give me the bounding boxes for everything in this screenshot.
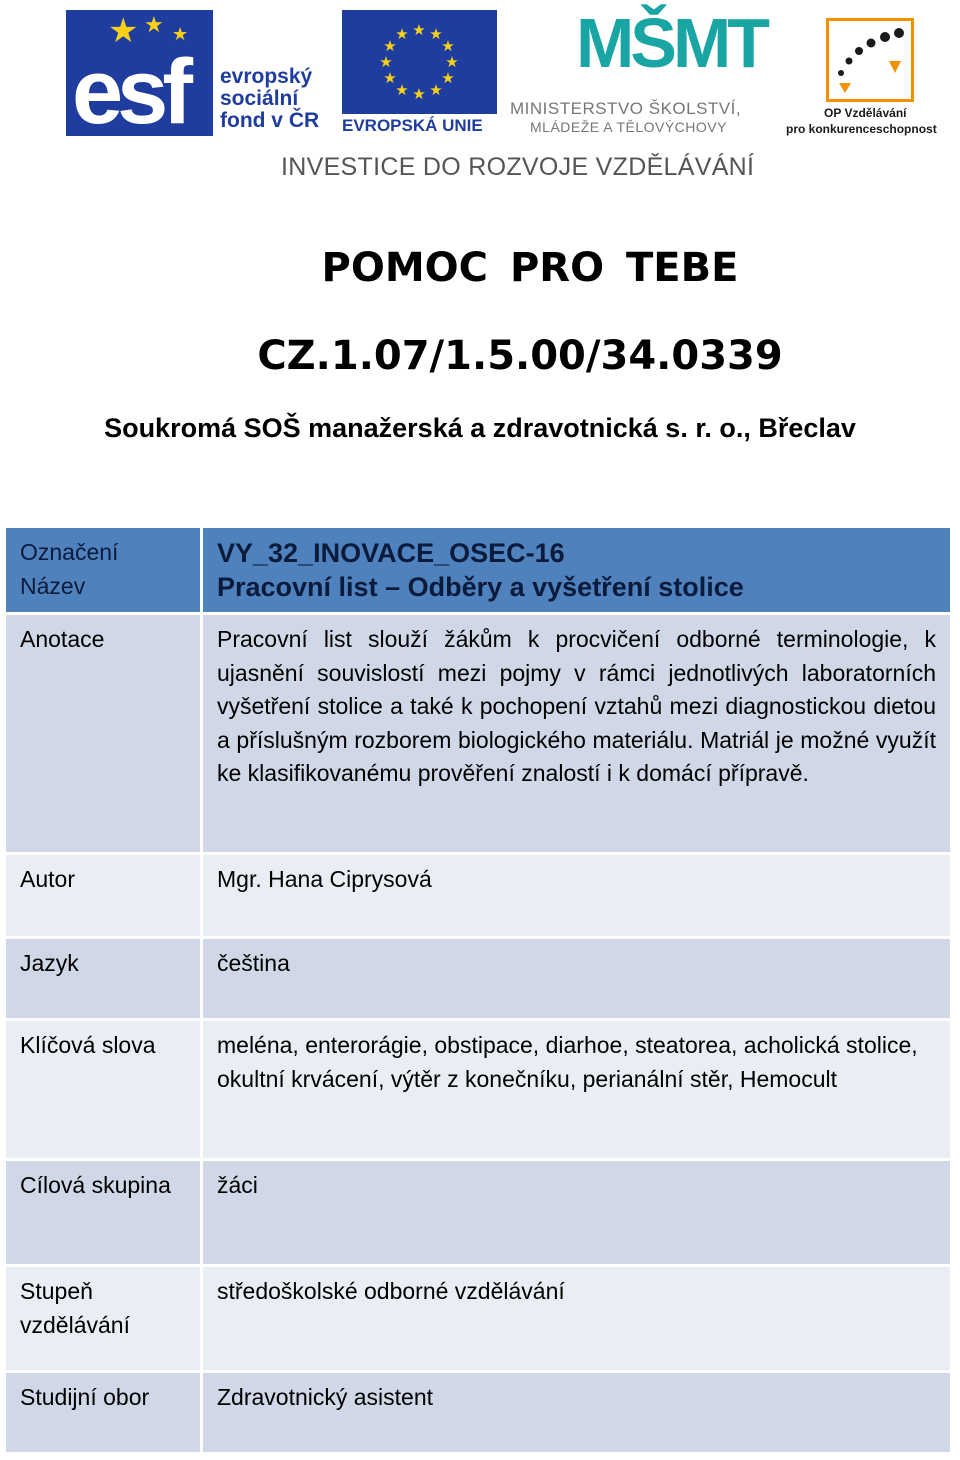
svg-text:★: ★	[395, 81, 409, 99]
table-row	[6, 1018, 950, 1158]
row-key: Autor	[6, 852, 203, 936]
op-vzdelavani-logo: OP Vzdělávání pro konkurenceschopnost	[786, 8, 960, 138]
value-oznaceni: VY_32_INOVACE_OSEC-16	[217, 538, 565, 568]
row-key: Anotace	[6, 612, 203, 852]
project-code: CZ.1.07/1.5.00/34.0339	[257, 333, 783, 379]
msmt-logo: MŠMT MINISTERSTVO ŠKOLSTVÍ, MLÁDEŽE A TĚLOVÝCHOVY	[510, 4, 767, 135]
row-value: Pracovní list slouží žákům k procvičení odborné terminologie, k ujasnění souvislostí mezi pojmy v rámci jednotlivých laboratorních vyšetření stolice a také k pochopení vztahů mezi diagnostickou dietou a příslušným rozborem biologického materiálu. Matriál je možné využít ke klasifikovanému prověření znalostí i k domácí přípravě.	[203, 612, 950, 852]
svg-text:★: ★	[412, 21, 426, 39]
svg-text:★: ★	[441, 69, 455, 87]
header-key	[6, 528, 203, 612]
value-nazev: Pracovní list – Odběry a vyšetření stolice	[217, 572, 744, 602]
key-nazev: Název	[20, 572, 86, 599]
metadata-table	[6, 528, 950, 1452]
table-row	[6, 1370, 950, 1452]
page-title: POMOC PRO TEBE	[321, 245, 739, 291]
svg-text:★: ★	[441, 37, 455, 55]
eu-flag-logo: ★ ★ ★ ★ ★ ★ ★ ★ ★ ★ ★ ★ EVROPSKÁ UNIE	[342, 10, 497, 140]
header-value	[203, 528, 950, 612]
row-value: Zdravotnický asistent	[203, 1370, 950, 1452]
row-key: Klíčová slova	[6, 1018, 203, 1158]
table-row	[6, 1264, 950, 1370]
svg-text:★: ★	[445, 53, 459, 71]
row-value: čeština	[203, 936, 950, 1018]
row-value: středoškolské odborné vzdělávání	[203, 1264, 950, 1370]
table-row	[6, 1158, 950, 1264]
row-key: Studijní obor	[6, 1370, 203, 1452]
table-header-row	[6, 528, 950, 612]
row-key: Stupeň vzdělávání	[6, 1264, 203, 1370]
row-key: Jazyk	[6, 936, 203, 1018]
svg-text:★: ★	[429, 25, 443, 43]
row-value: žáci	[203, 1158, 950, 1264]
svg-text:★: ★	[379, 53, 393, 71]
svg-text:★: ★	[412, 85, 426, 103]
table-row	[6, 936, 950, 1018]
svg-text:★: ★	[383, 37, 397, 55]
table-row	[6, 852, 950, 936]
svg-text:★: ★	[395, 25, 409, 43]
svg-text:★: ★	[383, 69, 397, 87]
school-name: Soukromá SOŠ manažerská a zdravotnická s. r. o., Břeclav	[104, 413, 856, 443]
row-key: Cílová skupina	[6, 1158, 203, 1264]
key-oznaceni: Označení	[20, 539, 119, 565]
row-value: meléna, enterorágie, obstipace, diarhoe, steatorea, acholická stolice, okultní krvácení, výtěr z konečníku, perianální stěr, Hemocult	[203, 1018, 950, 1158]
row-value: Mgr. Hana Ciprysová	[203, 852, 950, 936]
table-row	[6, 612, 950, 852]
svg-text:★: ★	[429, 81, 443, 99]
esf-logo: ★ ★ ★ esf evropský sociální fond v ČR	[66, 10, 331, 140]
investice-slogan: INVESTICE DO ROZVOJE VZDĚLÁVÁNÍ	[281, 153, 755, 181]
logo-bar	[0, 0, 960, 190]
